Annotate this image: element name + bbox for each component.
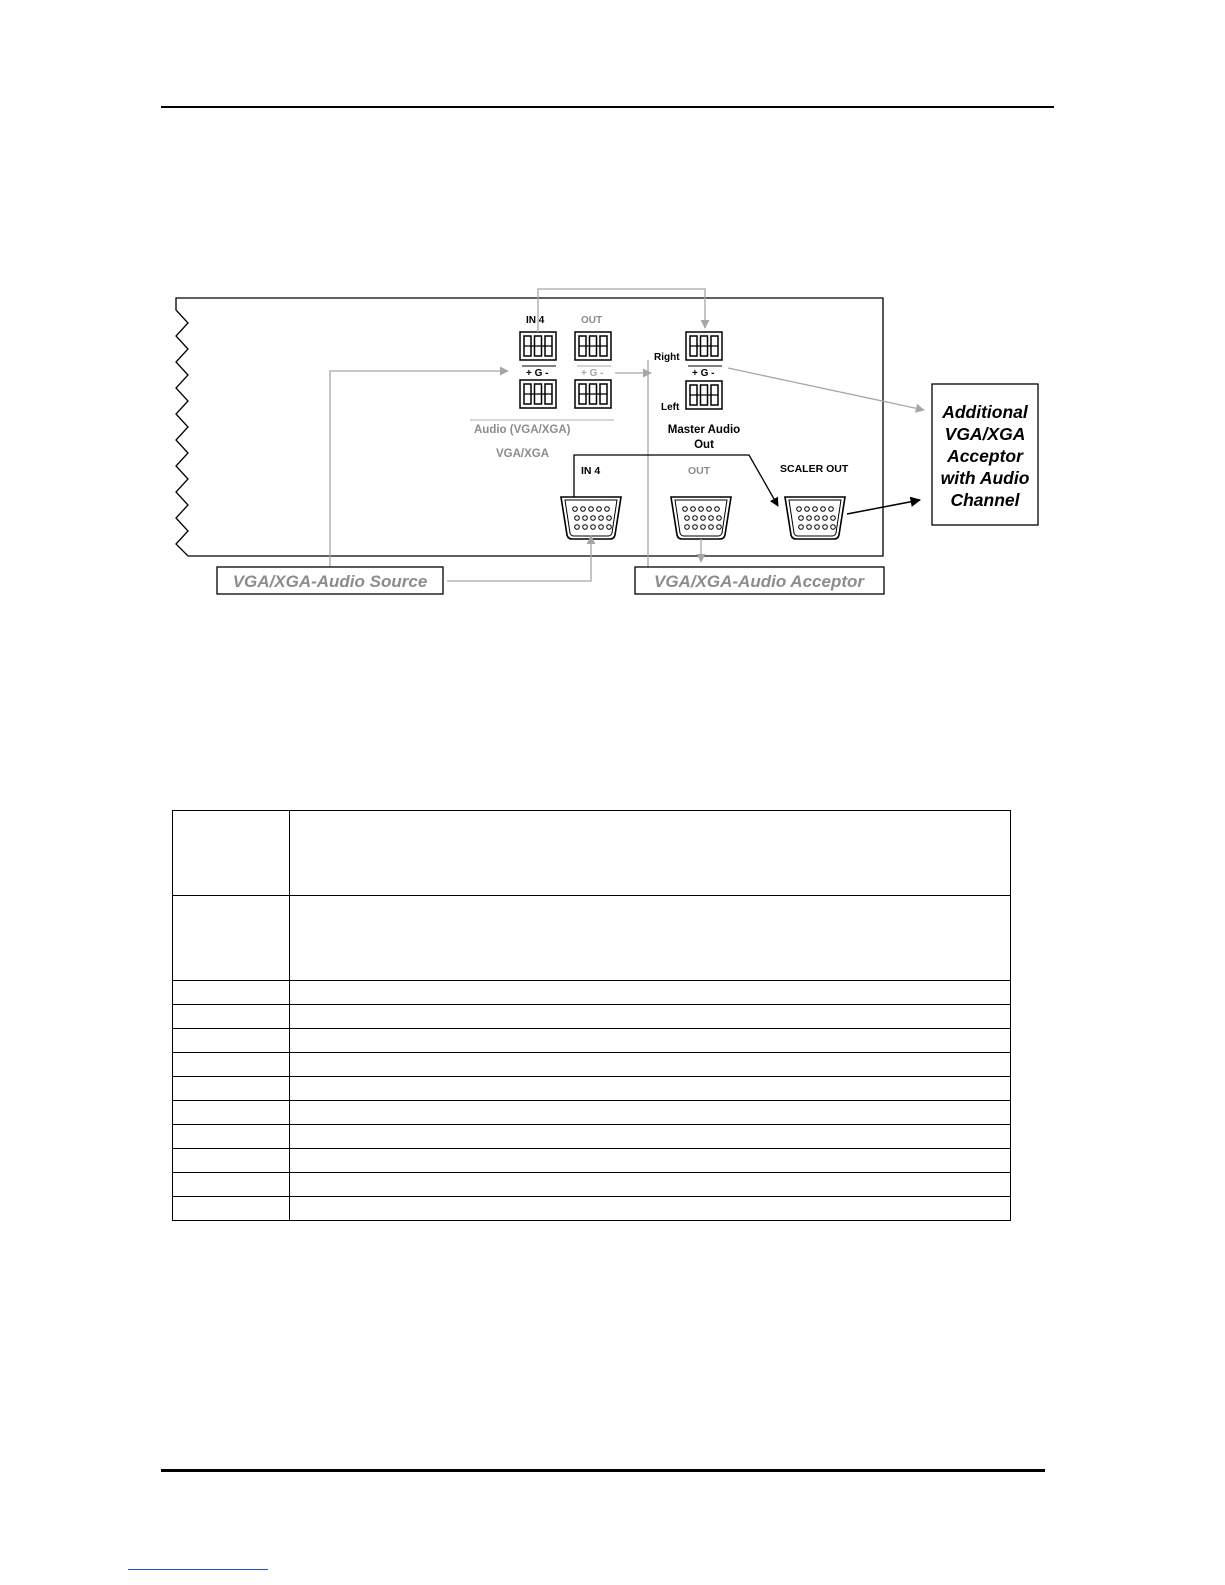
table-cell bbox=[290, 1173, 1011, 1197]
audio-group-label: Audio (VGA/XGA) bbox=[474, 424, 571, 436]
table-cell bbox=[290, 1053, 1011, 1077]
audio-out-terminal-bottom[interactable] bbox=[575, 380, 611, 408]
audio-in-terminal-top[interactable] bbox=[520, 332, 556, 360]
table-cell bbox=[290, 1101, 1011, 1125]
table-row bbox=[173, 1101, 1011, 1125]
table-row bbox=[173, 811, 1011, 896]
table-cell bbox=[290, 981, 1011, 1005]
additional-line-1: Additional bbox=[942, 402, 1028, 422]
additional-line-4: with Audio bbox=[940, 468, 1030, 488]
table-cell bbox=[173, 896, 290, 981]
right-label: Right bbox=[654, 352, 680, 363]
table-cell bbox=[290, 1077, 1011, 1101]
audio-in4-label: IN 4 bbox=[526, 315, 545, 326]
master-audio-right-terminal[interactable] bbox=[686, 332, 722, 360]
spec-table bbox=[172, 810, 1011, 1221]
footer-rule bbox=[161, 1469, 1045, 1472]
master-audio-label-1: Master Audio bbox=[667, 424, 741, 436]
table-cell bbox=[173, 1029, 290, 1053]
vga-out-label: OUT bbox=[688, 465, 711, 477]
table-cell bbox=[173, 981, 290, 1005]
audio-in-pins: + G - bbox=[526, 368, 549, 379]
footer-link-underline[interactable] bbox=[128, 1569, 268, 1570]
scaler-out-connector[interactable] bbox=[785, 497, 845, 539]
additional-line-3: Acceptor bbox=[947, 446, 1023, 466]
table-cell bbox=[173, 1077, 290, 1101]
audio-out-terminal-top[interactable] bbox=[575, 332, 611, 360]
table-cell bbox=[290, 1029, 1011, 1053]
table-cell bbox=[290, 1005, 1011, 1029]
table-row bbox=[173, 1197, 1011, 1221]
table-cell bbox=[290, 1197, 1011, 1221]
table-row bbox=[173, 1149, 1011, 1173]
audio-out-pins: + G - bbox=[581, 368, 604, 379]
table-cell bbox=[290, 1125, 1011, 1149]
vga-group-label: VGA/XGA bbox=[496, 448, 550, 460]
master-audio-left-terminal[interactable] bbox=[686, 381, 722, 409]
connection-diagram bbox=[0, 0, 1225, 640]
table-cell bbox=[173, 1173, 290, 1197]
acceptor-box-label: VGA/XGA-Audio Acceptor bbox=[654, 572, 864, 591]
table-row bbox=[173, 1029, 1011, 1053]
table-cell bbox=[173, 1149, 290, 1173]
table-cell bbox=[173, 1125, 290, 1149]
table-cell bbox=[290, 1149, 1011, 1173]
table-row bbox=[173, 1173, 1011, 1197]
table-row bbox=[173, 1053, 1011, 1077]
table-row bbox=[173, 1125, 1011, 1149]
table-row bbox=[173, 1005, 1011, 1029]
additional-line-2: VGA/XGA bbox=[944, 424, 1026, 444]
vga-in4-connector[interactable] bbox=[561, 497, 621, 539]
table-cell bbox=[173, 811, 290, 896]
table-row bbox=[173, 896, 1011, 981]
audio-out-label: OUT bbox=[581, 315, 603, 326]
scaler-out-label: SCALER OUT bbox=[780, 463, 849, 475]
additional-line-5: Channel bbox=[950, 490, 1020, 510]
table-cell bbox=[290, 811, 1011, 896]
left-label: Left bbox=[661, 402, 680, 413]
table-cell bbox=[173, 1053, 290, 1077]
audio-in-terminal-bottom[interactable] bbox=[520, 380, 556, 408]
vga-in4-label: IN 4 bbox=[581, 465, 601, 477]
master-audio-label-2: Out bbox=[694, 439, 714, 451]
table-cell bbox=[290, 896, 1011, 981]
source-box-label: VGA/XGA-Audio Source bbox=[232, 572, 428, 591]
table-cell bbox=[173, 1101, 290, 1125]
table-row bbox=[173, 981, 1011, 1005]
table-row bbox=[173, 1077, 1011, 1101]
vga-out-connector[interactable] bbox=[671, 497, 731, 539]
table-cell bbox=[173, 1197, 290, 1221]
master-pins: + G - bbox=[692, 368, 715, 379]
table-cell bbox=[173, 1005, 290, 1029]
